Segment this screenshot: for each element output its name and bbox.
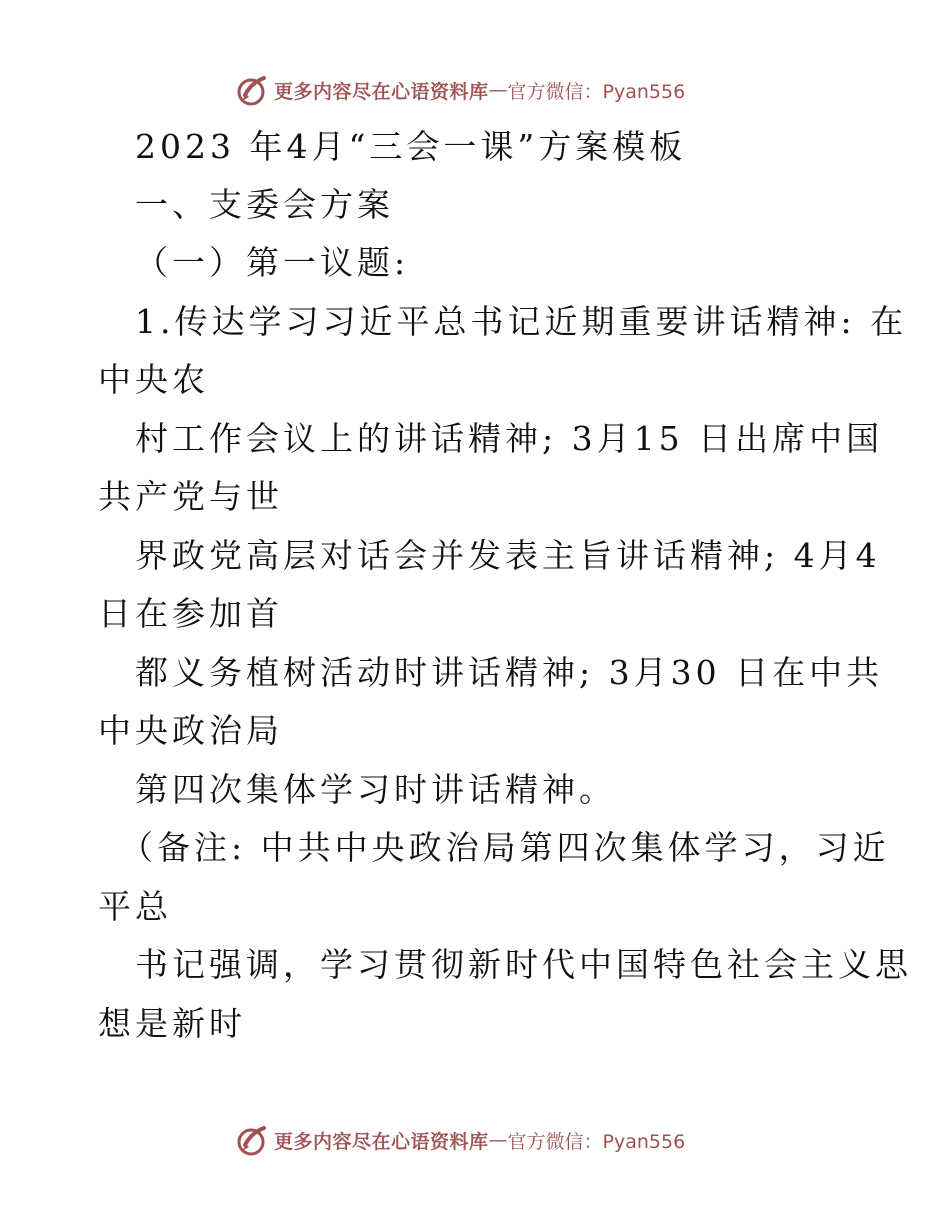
section-heading: 一、支委会方案: [135, 185, 394, 224]
note-line: 书记强调，学习贯彻新时代中国特色社会主义思: [135, 945, 912, 984]
header-watermark: [236, 72, 685, 108]
watermark-text: 更多内容尽在心语资料库: [274, 80, 489, 103]
footer-watermark: [236, 1122, 685, 1158]
paragraph-line: 村工作会议上的讲话精神; 3月15 日出席中国: [135, 419, 884, 458]
watermark-contact: 官方微信：Pyan556: [507, 80, 686, 103]
note-line: 想是新时: [98, 1004, 246, 1043]
watermark-text: 更多内容尽在心语资料库: [274, 1130, 489, 1153]
brush-pen-logo-icon: [236, 73, 270, 107]
brush-pen-logo-icon: [236, 1123, 270, 1157]
paragraph-line: 1.传达学习习近平总书记近期重要讲话精神: 在: [135, 302, 908, 341]
paragraph-line: 界政党高层对话会并发表主旨讲话精神; 4月4: [135, 536, 881, 575]
paragraph-line: 日在参加首: [98, 594, 283, 633]
paragraph-line: 中央政治局: [98, 711, 283, 750]
subsection-heading: （一）第一议题:: [135, 243, 410, 282]
document-title: 2023 年4月“三会一课”方案模板: [135, 127, 687, 166]
paragraph-line: 第四次集体学习时讲话精神。: [135, 770, 616, 809]
note-line: 平总: [98, 887, 172, 926]
watermark-contact: 官方微信：Pyan556: [507, 1130, 686, 1153]
paragraph-line: 都义务植树活动时讲话精神; 3月30 日在中共: [135, 653, 884, 692]
paragraph-line: 共产党与世: [98, 477, 283, 516]
paragraph-line: 中央农: [98, 360, 209, 399]
note-line: （备注: 中共中央政治局第四次集体学习，习近: [120, 828, 890, 867]
watermark-separator: —: [488, 79, 508, 101]
watermark-separator: —: [488, 1129, 508, 1151]
